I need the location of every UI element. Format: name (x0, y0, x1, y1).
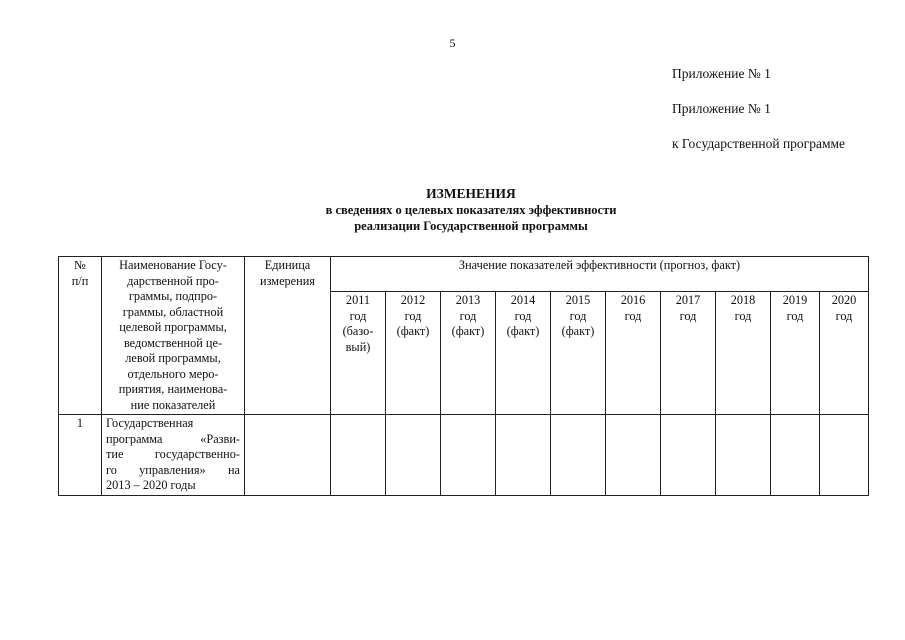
header-values-group: Значение показателей эффективности (прогноз, факт) (331, 257, 869, 292)
row-value-2015 (551, 415, 606, 496)
header-year-2012 (386, 292, 441, 415)
year-word: год (679, 308, 697, 323)
header-name-line: приятия, наименова- (118, 382, 228, 396)
header-year-2011 (331, 292, 386, 415)
row-value-2019 (771, 415, 820, 496)
header-name-line: целевой программы, (119, 320, 227, 334)
row-name-line: тие государственно- (106, 447, 240, 461)
year-note: (факт) (561, 324, 595, 338)
header-name-line: ведомственной це- (123, 335, 223, 350)
header-year-2014 (496, 292, 551, 415)
header-name-line: ние показателей (130, 397, 216, 412)
year-word: год (835, 308, 853, 323)
header-year-2017 (661, 292, 716, 415)
header-number (59, 257, 102, 415)
year-label: 2015 (565, 293, 591, 307)
header-year-2013 (441, 292, 496, 415)
row-name-line: Государственная (106, 416, 194, 430)
year-note: (факт) (396, 324, 430, 338)
document-title (0, 186, 905, 234)
year-label: 2017 (675, 293, 701, 307)
year-note: (факт) (506, 324, 540, 338)
title-line-3: реализации Государственной программы (354, 219, 588, 233)
appendix-label-1: Приложение № 1 (672, 66, 771, 81)
year-word: год (786, 308, 804, 323)
appendix-label-3: к Государственной программе (672, 136, 846, 151)
row-value-2014 (496, 415, 551, 496)
header-name (102, 257, 245, 415)
row-name-line: программа «Разви- (106, 431, 240, 446)
year-word: год (734, 308, 752, 323)
row-name-line: 2013 – 2020 годы (106, 478, 196, 492)
year-word: год (569, 308, 587, 323)
header-unit-line: Единица (264, 258, 311, 272)
row-value-2013 (441, 415, 496, 496)
row-value-2017 (661, 415, 716, 496)
row-value-2018 (716, 415, 771, 496)
header-unit-line: измерения (260, 273, 315, 288)
header-year-2015 (551, 292, 606, 415)
year-note: (факт) (451, 324, 485, 338)
year-label: 2018 (730, 293, 756, 307)
year-word: год (459, 308, 477, 323)
row-value-2016 (606, 415, 661, 496)
appendix-label-2: Приложение № 1 (672, 101, 771, 116)
year-label: 2019 (782, 293, 808, 307)
year-word: год (349, 308, 367, 323)
year-label: 2011 (345, 293, 371, 307)
header-name-line: дарственной про- (127, 273, 219, 288)
year-label: 2012 (400, 293, 426, 307)
year-word: год (404, 308, 422, 323)
page-number: 5 (449, 36, 456, 50)
year-label: 2013 (455, 293, 481, 307)
row-name (102, 415, 245, 496)
header-year-2019 (771, 292, 820, 415)
title-line-1: ИЗМЕНЕНИЯ (426, 186, 516, 201)
row-value-2020 (820, 415, 869, 496)
year-word: год (514, 308, 532, 323)
title-line-2: в сведениях о целевых показателях эффективности (325, 203, 617, 217)
table-row (59, 415, 869, 496)
header-name-line: граммы, областной (122, 304, 224, 319)
header-year-2020 (820, 292, 869, 415)
header-year-2018 (716, 292, 771, 415)
header-year-2016 (606, 292, 661, 415)
year-word: год (624, 308, 642, 323)
indicators-table (58, 256, 869, 496)
row-number: 1 (59, 415, 102, 496)
header-name-line: Наименование Госу- (119, 258, 227, 272)
year-label: 2016 (620, 293, 646, 307)
year-note-2: вый) (345, 339, 371, 354)
header-name-line: левой программы, (125, 351, 221, 365)
year-label: 2014 (510, 293, 536, 307)
row-value-2011 (331, 415, 386, 496)
row-name-line: го управления» на (106, 462, 240, 477)
header-name-line: отдельного меро- (127, 366, 219, 381)
header-number-line-1: № (74, 258, 86, 272)
header-number-line-2: п/п (71, 273, 89, 288)
header-unit (245, 257, 331, 415)
year-label: 2020 (831, 293, 857, 307)
row-value-2012 (386, 415, 441, 496)
year-note: (базо- (342, 324, 374, 338)
row-unit (245, 415, 331, 496)
header-name-line: граммы, подпро- (128, 289, 218, 303)
